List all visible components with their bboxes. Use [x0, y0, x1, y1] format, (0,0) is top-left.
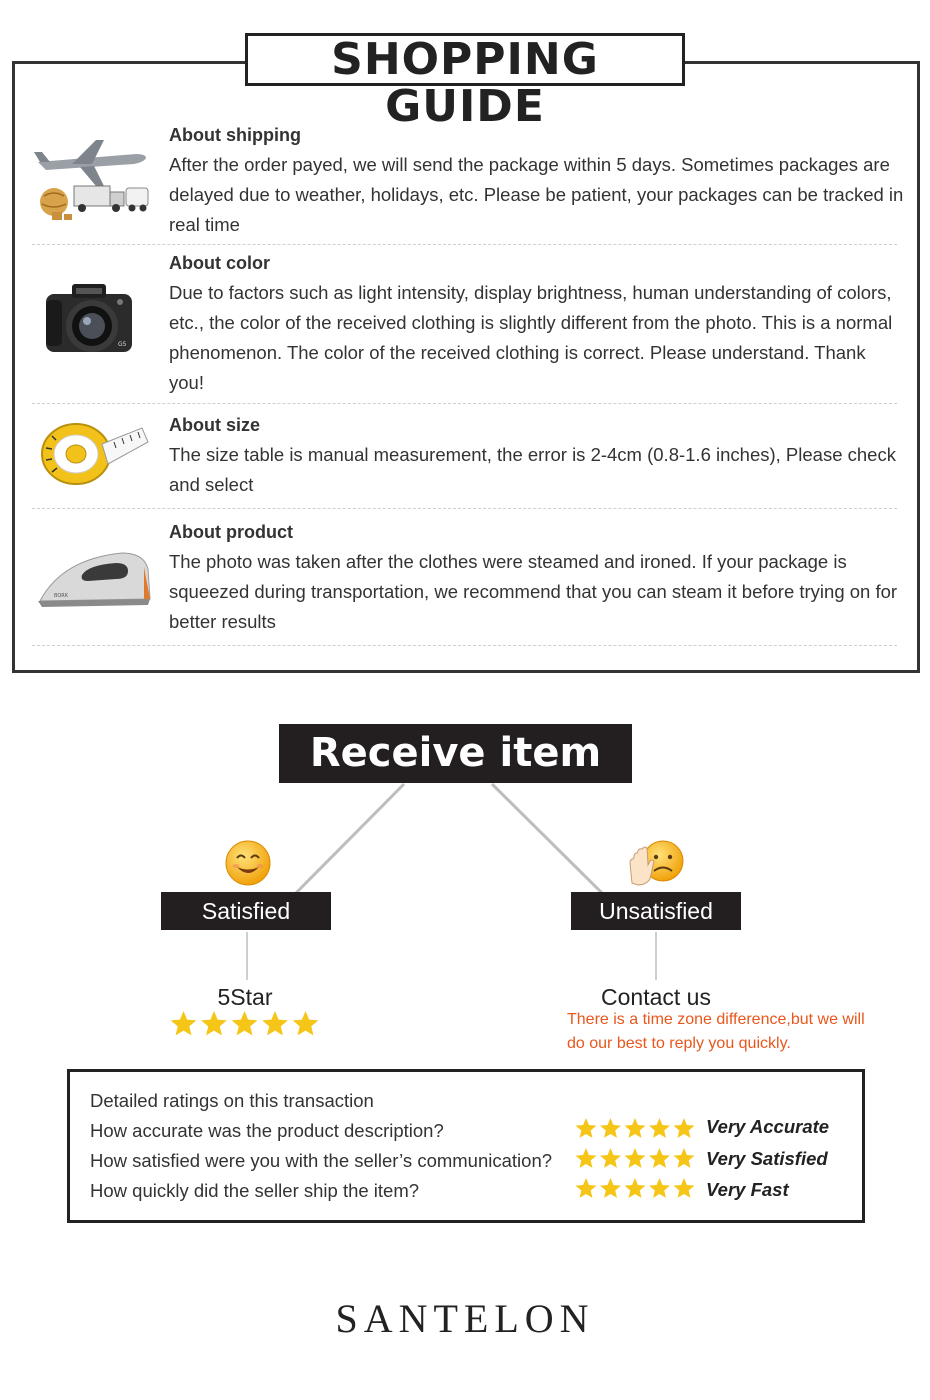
five-star-label: 5Star: [217, 984, 273, 1010]
star-icon: [171, 1011, 197, 1035]
star-icon: [674, 1148, 695, 1168]
rating-question-accuracy: How accurate was the product description?: [90, 1120, 444, 1141]
star-icon: [649, 1118, 670, 1138]
guide-body-color: Due to factors such as light intensity, display brightness, human understanding of colors, etc., the color of the received clothing is slightly different from the photo. This is a normal phenomenon. The color of the received clothing is correct. Please understand. Thank you!: [169, 282, 893, 393]
svg-text:G5: G5: [118, 341, 127, 348]
star-icon: [293, 1011, 319, 1035]
five-star-rating: [170, 1011, 322, 1046]
star-icon: [625, 1178, 646, 1198]
star-icon: [625, 1118, 646, 1138]
stop-hand-frown-emoji-icon: [626, 839, 688, 892]
star-icon: [576, 1148, 597, 1168]
smile-emoji-icon: [224, 839, 272, 892]
star-icon: [232, 1011, 258, 1035]
receive-item-banner: Receive item: [279, 724, 632, 783]
guide-body-product: The photo was taken after the clothes were steamed and ironed. If your package is squeezed during transportation, we recommend that you can steam it before trying on for better results: [169, 551, 898, 632]
star-icon: [600, 1178, 621, 1198]
star-icon: [262, 1011, 288, 1035]
star-icon: [649, 1148, 670, 1168]
rating-stars-communication: [575, 1148, 699, 1177]
shopping-guide-title: SHOPPING GUIDE: [245, 33, 685, 86]
star-icon: [649, 1178, 670, 1198]
star-icon: [576, 1118, 597, 1138]
guide-heading-color: About color: [169, 253, 270, 273]
star-icon: [600, 1118, 621, 1138]
rating-stars-shipping: [575, 1178, 699, 1207]
rating-stars-accuracy: [575, 1118, 699, 1147]
svg-text:BORK: BORK: [54, 593, 69, 599]
rating-verdict-shipping: Very Fast: [706, 1179, 789, 1200]
rating-question-communication: How satisfied were you with the seller’s communication?: [90, 1150, 553, 1171]
star-icon: [674, 1178, 695, 1198]
rating-question-shipping: How quickly did the seller ship the item?: [90, 1180, 420, 1201]
unsatisfied-label: Unsatisfied: [571, 892, 741, 930]
guide-body-shipping: After the order payed, we will send the package within 5 days. Sometimes packages are delayed due to weather, holidays, etc. Please be patient, your packages can be tracked in real time: [169, 154, 904, 235]
detailed-ratings-box: [67, 1069, 865, 1223]
star-icon: [625, 1148, 646, 1168]
star-icon: [201, 1011, 227, 1035]
satisfied-label: Satisfied: [161, 892, 331, 930]
rating-verdict-accuracy: Very Accurate: [706, 1116, 830, 1137]
ratings-title: Detailed ratings on this transaction: [90, 1090, 374, 1111]
guide-heading-product: About product: [169, 522, 293, 542]
time-zone-note: There is a time zone difference,but we will do our best to reply you quickly.: [567, 1011, 865, 1052]
guide-heading-shipping: About shipping: [169, 125, 301, 145]
brand-logo-text: SANTELON: [335, 1296, 595, 1341]
rating-verdict-communication: Very Satisfied: [706, 1148, 828, 1169]
guide-body-size: The size table is manual measurement, the error is 2-4cm (0.8-1.6 inches), Please check and select: [169, 444, 896, 495]
star-icon: [576, 1178, 597, 1198]
contact-us-label[interactable]: Contact us: [601, 984, 711, 1010]
star-icon: [674, 1118, 695, 1138]
guide-heading-size: About size: [169, 415, 261, 435]
star-icon: [600, 1148, 621, 1168]
